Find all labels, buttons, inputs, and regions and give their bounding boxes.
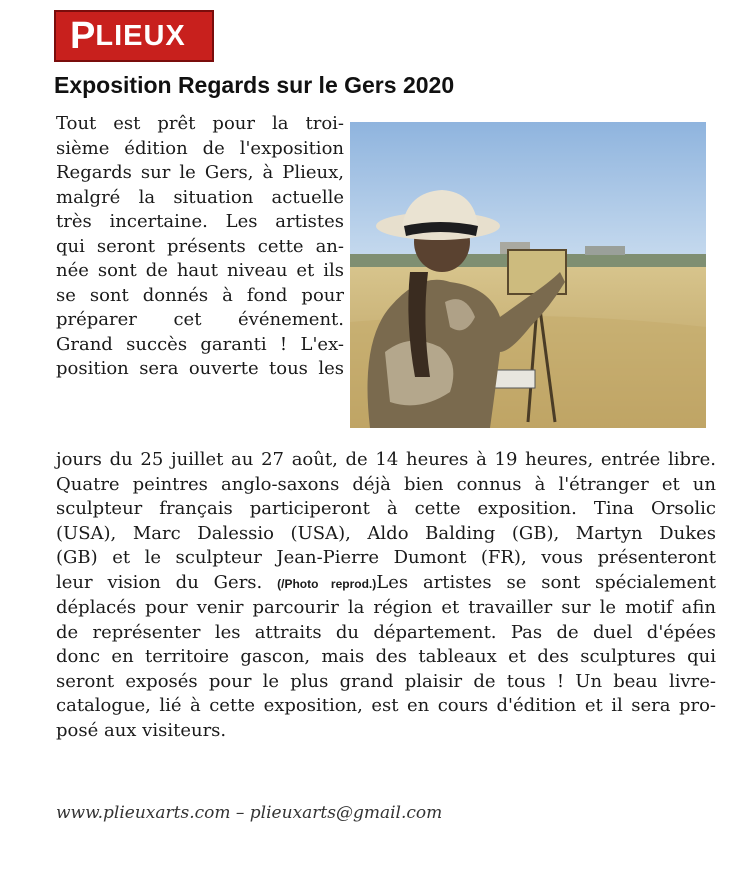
- article-body-text: [56, 448, 716, 743]
- text-line: sculpteur français participeront à cette exposition. Tina Orsolic: [56, 498, 716, 519]
- text-line: malgré la situation actuelle: [56, 186, 344, 208]
- text-line: position sera ouverte tous les: [56, 358, 344, 379]
- article-column-text: [56, 112, 344, 382]
- text-line: née sont de haut niveau et ils: [56, 260, 344, 281]
- text-line: Regards sur le Gers, à Plieux,: [56, 162, 344, 183]
- brand-rest: LIEUX: [95, 19, 186, 52]
- credit-line-before: leur vision du Gers.: [56, 571, 278, 593]
- text-line: posé aux visiteurs.: [56, 719, 227, 741]
- text-line: se sont donnés à fond pour: [56, 284, 344, 306]
- text-line-with-credit: [56, 571, 716, 597]
- text-line: Tout est prêt pour la troi-: [56, 113, 344, 134]
- painter-in-field-image: [350, 122, 706, 428]
- text-line: qui seront présents cette an-: [56, 235, 344, 257]
- text-line: donc en territoire gascon, mais des tableaux et des sculptures qui: [56, 646, 716, 667]
- brand-first-letter: P: [70, 15, 96, 57]
- text-line: Quatre peintres anglo-saxons déjà bien connus à l'étranger et un: [56, 473, 716, 495]
- text-line: catalogue, lié à cette exposition, est en cours d'édition et il sera pro-: [56, 695, 716, 716]
- photo-credit: (/Photo reprod.): [277, 576, 377, 591]
- website-email-footer: www.plieuxarts.com – plieuxarts@gmail.com: [56, 803, 443, 823]
- article-photo: [350, 122, 706, 428]
- text-line: très incertaine. Les artistes: [56, 211, 344, 232]
- text-line: déplacés pour venir parcourir la région et travailler sur le motif afin: [56, 597, 716, 618]
- text-line: Grand succès garanti ! L'ex-: [56, 333, 344, 355]
- article-title: Exposition Regards sur le Gers 2020: [54, 72, 455, 98]
- text-line: (USA), Marc Dalessio (USA), Aldo Balding (GB), Martyn Dukes: [56, 522, 716, 544]
- text-line: sième édition de l'exposition: [56, 137, 344, 159]
- brand-badge: [54, 10, 214, 62]
- text-line: (GB) et le sculpteur Jean-Pierre Dumont (FR), vous présenteront: [56, 547, 716, 568]
- text-line: de représenter les attraits du département. Pas de duel d'épées: [56, 621, 716, 643]
- text-line: préparer cet événement.: [56, 309, 344, 330]
- credit-line-after: Les artistes se sont spécialement: [376, 571, 716, 593]
- text-line: jours du 25 juillet au 27 août, de 14 heures à 19 heures, entrée libre.: [56, 449, 716, 470]
- text-line: seront exposés pour le plus grand plaisir de tous ! Un beau livre-: [56, 670, 716, 692]
